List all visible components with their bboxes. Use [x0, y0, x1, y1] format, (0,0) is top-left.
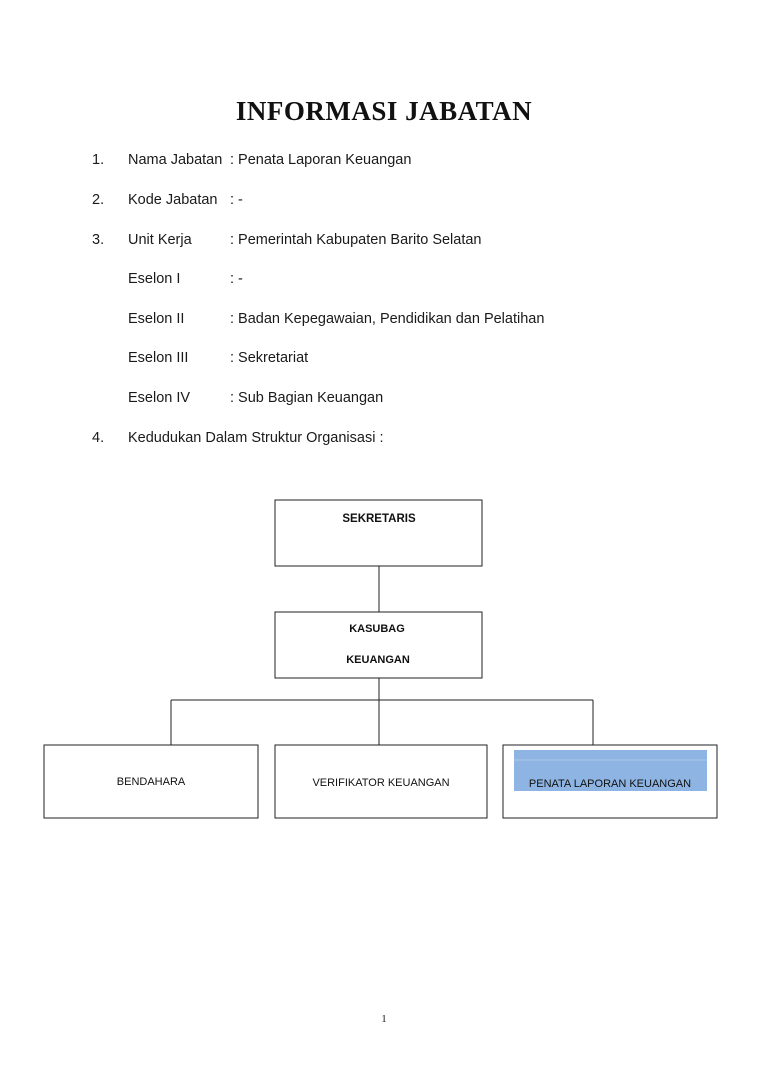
- field-label: Eselon III: [128, 350, 189, 366]
- field-value: : Penata Laporan Keuangan: [230, 152, 412, 168]
- field-label: Nama Jabatan: [128, 152, 223, 168]
- field-kedudukan: [0, 428, 768, 448]
- org-chart: [0, 490, 768, 830]
- field-value: : Sub Bagian Keuangan: [230, 390, 384, 406]
- page-number: 1: [381, 1013, 387, 1025]
- org-box-bendahara: [44, 745, 258, 818]
- field-value: : Pemerintah Kabupaten Barito Selatan: [230, 232, 482, 248]
- org-box-label: VERIFIKATOR KEUANGAN: [312, 777, 450, 789]
- org-box-kasubag: [275, 612, 482, 678]
- org-box-label: PENATA LAPORAN KEUANGAN: [528, 778, 692, 790]
- field-label: Eselon IV: [128, 390, 191, 406]
- org-box-sekretaris: [275, 500, 482, 566]
- field-label: Eselon II: [128, 311, 185, 327]
- field-number: 4.: [92, 430, 105, 446]
- field-value: : Badan Kepegawaian, Pendidikan dan Pelatihan: [230, 311, 545, 327]
- page-title: INFORMASI JABATAN: [235, 96, 533, 126]
- field-value: : -: [230, 192, 243, 208]
- field-label: Kode Jabatan: [128, 192, 218, 208]
- field-number: 1.: [92, 152, 105, 168]
- field-kode-jabatan: [0, 190, 768, 210]
- field-unit-kerja: [0, 230, 768, 250]
- org-box-penata-laporan: [503, 745, 717, 818]
- field-eselon-4: [0, 388, 768, 408]
- field-label: Eselon I: [128, 271, 181, 287]
- field-nama-jabatan: [0, 150, 768, 170]
- field-value: : -: [230, 271, 243, 287]
- org-box-label: SEKRETARIS: [342, 513, 416, 525]
- field-label: Unit Kerja: [128, 232, 192, 248]
- field-label: Kedudukan Dalam Struktur Organisasi :: [128, 430, 384, 446]
- org-box-verifikator: [275, 745, 487, 818]
- field-eselon-1: [0, 269, 768, 289]
- org-box-label-line1: KASUBAG: [349, 623, 405, 635]
- org-box-label: BENDAHARA: [116, 776, 186, 788]
- field-number: 3.: [92, 232, 105, 248]
- org-box-label-line2: KEUANGAN: [346, 654, 410, 666]
- field-number: 2.: [92, 192, 105, 208]
- field-eselon-3: [0, 348, 768, 368]
- field-value: : Sekretariat: [230, 350, 309, 366]
- field-eselon-2: [0, 309, 768, 329]
